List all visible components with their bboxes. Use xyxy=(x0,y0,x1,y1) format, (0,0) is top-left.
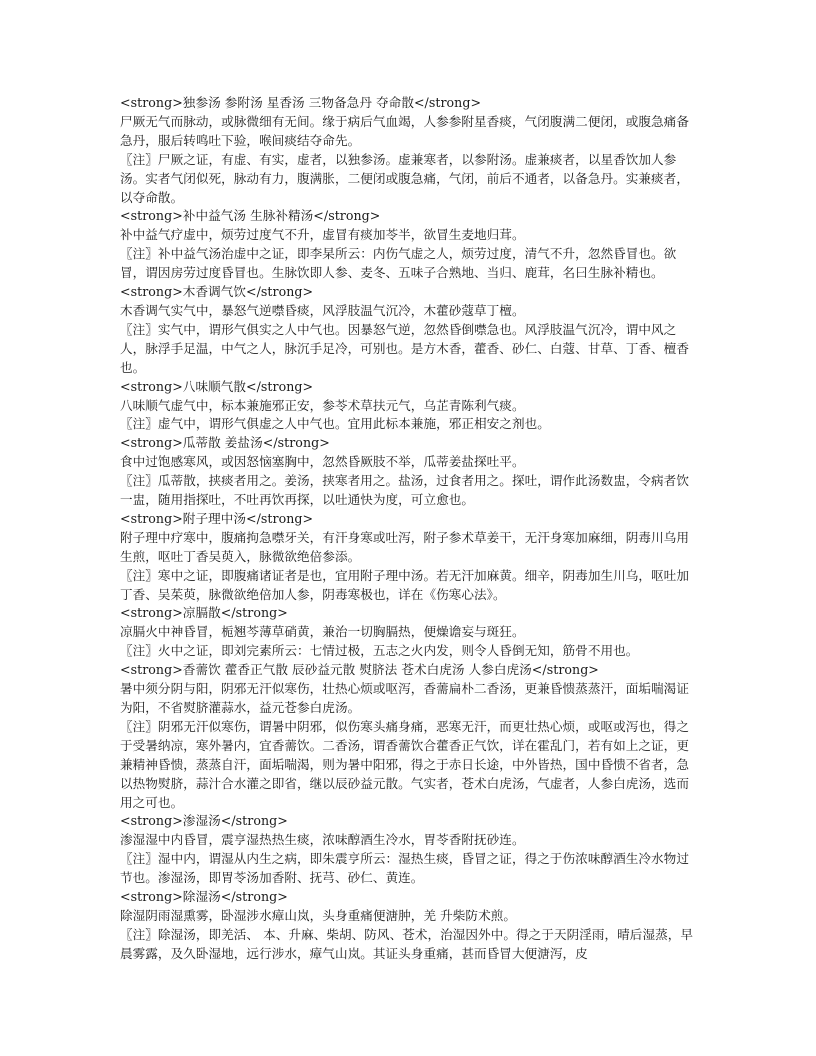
verse-line: 除湿阴雨湿熏雾，卧湿涉水瘴山岚，头身重痛便溏肿，羌 升柴防术煎。 xyxy=(120,907,517,923)
heading-line: <strong>八味顺气散</strong> xyxy=(120,378,314,394)
heading-line: <strong>木香调气饮</strong> xyxy=(120,284,314,300)
heading-line: <strong>独参汤 参附汤 星香汤 三物备急丹 夺命散</strong> xyxy=(120,95,482,110)
note-line: 〖注〗实气中，谓形气俱实之人中气也。因暴怒气逆，忽然昏倒噤急也。风浮肢温气沉冷，谓中风之人，脉浮手足温，中气之人，脉沉手足冷，可别也。是方木香，藿香、砂仁、白蔻、甘草、丁香、檀香也。 xyxy=(120,321,689,375)
note-line: 〖注〗瓜蒂散，挟痰者用之。姜汤，挟寒者用之。盐汤，过食者用之。探吐，谓作此汤数盅，令病者饮一盅，随用指探吐，不吐再饮再探，以吐通快为度，可立愈也。 xyxy=(120,473,689,508)
heading-line: <strong>香薷饮 藿香正气散 辰砂益元散 熨脐法 苍术白虎汤 人参白虎汤</strong> xyxy=(120,662,599,678)
document-body xyxy=(120,94,698,964)
heading-line: <strong>瓜蒂散 姜盐汤</strong> xyxy=(120,435,330,451)
note-line: 〖注〗尸厥之证，有虚、有实，虚者，以独参汤。虚兼寒者，以参附汤。虚兼痰者，以星香饮加人参汤。实者气闭似死，脉动有力，腹满胀，二便闭或腹急痛，气闭，前后不通者，以备急丹。实兼痰者，以夺命散。 xyxy=(120,151,689,205)
heading-line: <strong>渗湿汤</strong> xyxy=(120,813,288,829)
verse-line: 补中益气疗虚中，烦劳过度气不升，虚冒有痰加苓半，欲冒生麦地归茸。 xyxy=(120,227,525,243)
verse-line: 尸厥无气而脉动，或脉微细有无间。缘于病后气血竭，人参参附星香痰，气闭腹满二便闭，或腹急痛备急丹，服后转鸣吐下验，喉间痰结夺命先。 xyxy=(120,113,689,148)
heading-line: <strong>附子理中汤</strong> xyxy=(120,510,314,526)
note-line: 〖注〗湿中内，谓湿从内生之病，即朱震亨所云：湿热生痰，昏冒之证，得之于伤浓味醇酒生冷水物过节也。渗湿汤，即胃苓汤加香附、抚芎、砂仁、黄连。 xyxy=(120,851,689,886)
verse-line: 木香调气实气中，暴怒气逆噤昏痰，风浮肢温气沉冷，木藿砂蔻草丁檀。 xyxy=(120,302,525,318)
verse-line: 凉膈火中神昏冒，栀翘芩薄草硝黄，兼治一切胸膈热，便燥谵妄与斑狂。 xyxy=(120,624,525,640)
verse-line: 附子理中疗寒中，腹痛拘急噤牙关，有汗身寒或吐泻，附子参术草姜干，无汗身寒加麻细，阴毒川乌用生煎，呕吐丁香吴萸入，脉微欲绝倍参添。 xyxy=(120,529,689,564)
note-line: 〖注〗阴邪无汗似寒伤，谓暑中阴邪，似伤寒头痛身痛，恶寒无汗，而更壮热心烦，或呕或泻也，得之于受暑纳凉，寒外暑内，宜香薷饮。二香汤，谓香薷饮合藿香正气饮，详在霍乱门，若有如上之证，更兼精神昏愦，蒸蒸自汗，面垢喘渴，则为暑中阳邪，得之于赤日长途，中外皆热，国中昏愦不省者，急以热物熨脐，蒜汁合水灌之即省，继以辰砂益元散。气实者，苍术白虎汤，气虚者，人参白虎汤，选而用之可也。 xyxy=(120,718,689,810)
note-line: 〖注〗寒中之证，即腹痛诸证者是也，宜用附子理中汤。若无汗加麻黄。细辛，阴毒加生川乌，呕吐加丁香、吴茱萸，脉微欲绝倍加人参，阴毒寒极也，详在《伤寒心法》。 xyxy=(120,567,689,602)
verse-line: 暑中须分阴与阳，阴邪无汗似寒伤，壮热心烦或呕泻，香薷扁朴二香汤，更兼昏愦蒸蒸汗，面垢喘渴证为阳，不省熨脐灌蒜水，益元苍参白虎汤。 xyxy=(120,681,689,715)
verse-line: 八味顺气虚气中，标本兼施邪正安，参苓术草扶元气，乌芷青陈利气痰。 xyxy=(120,397,525,413)
heading-line: <strong>补中益气汤 生脉补精汤</strong> xyxy=(120,208,381,224)
verse-line: 食中过饱感寒风，或因怒恼塞胸中，忽然昏厥肢不举，瓜蒂姜盐探吐平。 xyxy=(120,454,525,470)
note-line: 〖注〗火中之证，即刘完素所云：七情过极，五志之火内发，则令人昏倒无知，筋骨不用也。 xyxy=(120,643,639,659)
heading-line: <strong>除湿汤</strong> xyxy=(120,889,288,905)
note-line: 〖注〗补中益气汤治虚中之证，即李杲所云：内伤气虚之人，烦劳过度，清气不升，忽然昏冒也。欲冒，谓因房劳过度昏冒也。生脉饮即人参、麦冬、五味子合熟地、当归、鹿茸，名曰生脉补精也。 xyxy=(120,246,677,281)
note-line: 〖注〗虚气中，谓形气俱虚之人中气也。宜用此标本兼施，邪正相安之剂也。 xyxy=(120,416,550,432)
heading-line: <strong>凉膈散</strong> xyxy=(120,605,288,621)
verse-line: 渗湿湿中内昏冒，震亨湿热热生痰，浓味醇酒生冷水，胃苓香附抚砂连。 xyxy=(120,832,525,848)
note-line: 〖注〗除湿汤，即羌活、 本、升麻、柴胡、防风、苍术，治湿因外中。得之于天阴淫雨，晴后湿蒸，早晨雾露，及久卧湿地，远行涉水，瘴气山岚。其证头身重痛，甚而昏冒大便溏泻，皮 xyxy=(120,926,694,961)
